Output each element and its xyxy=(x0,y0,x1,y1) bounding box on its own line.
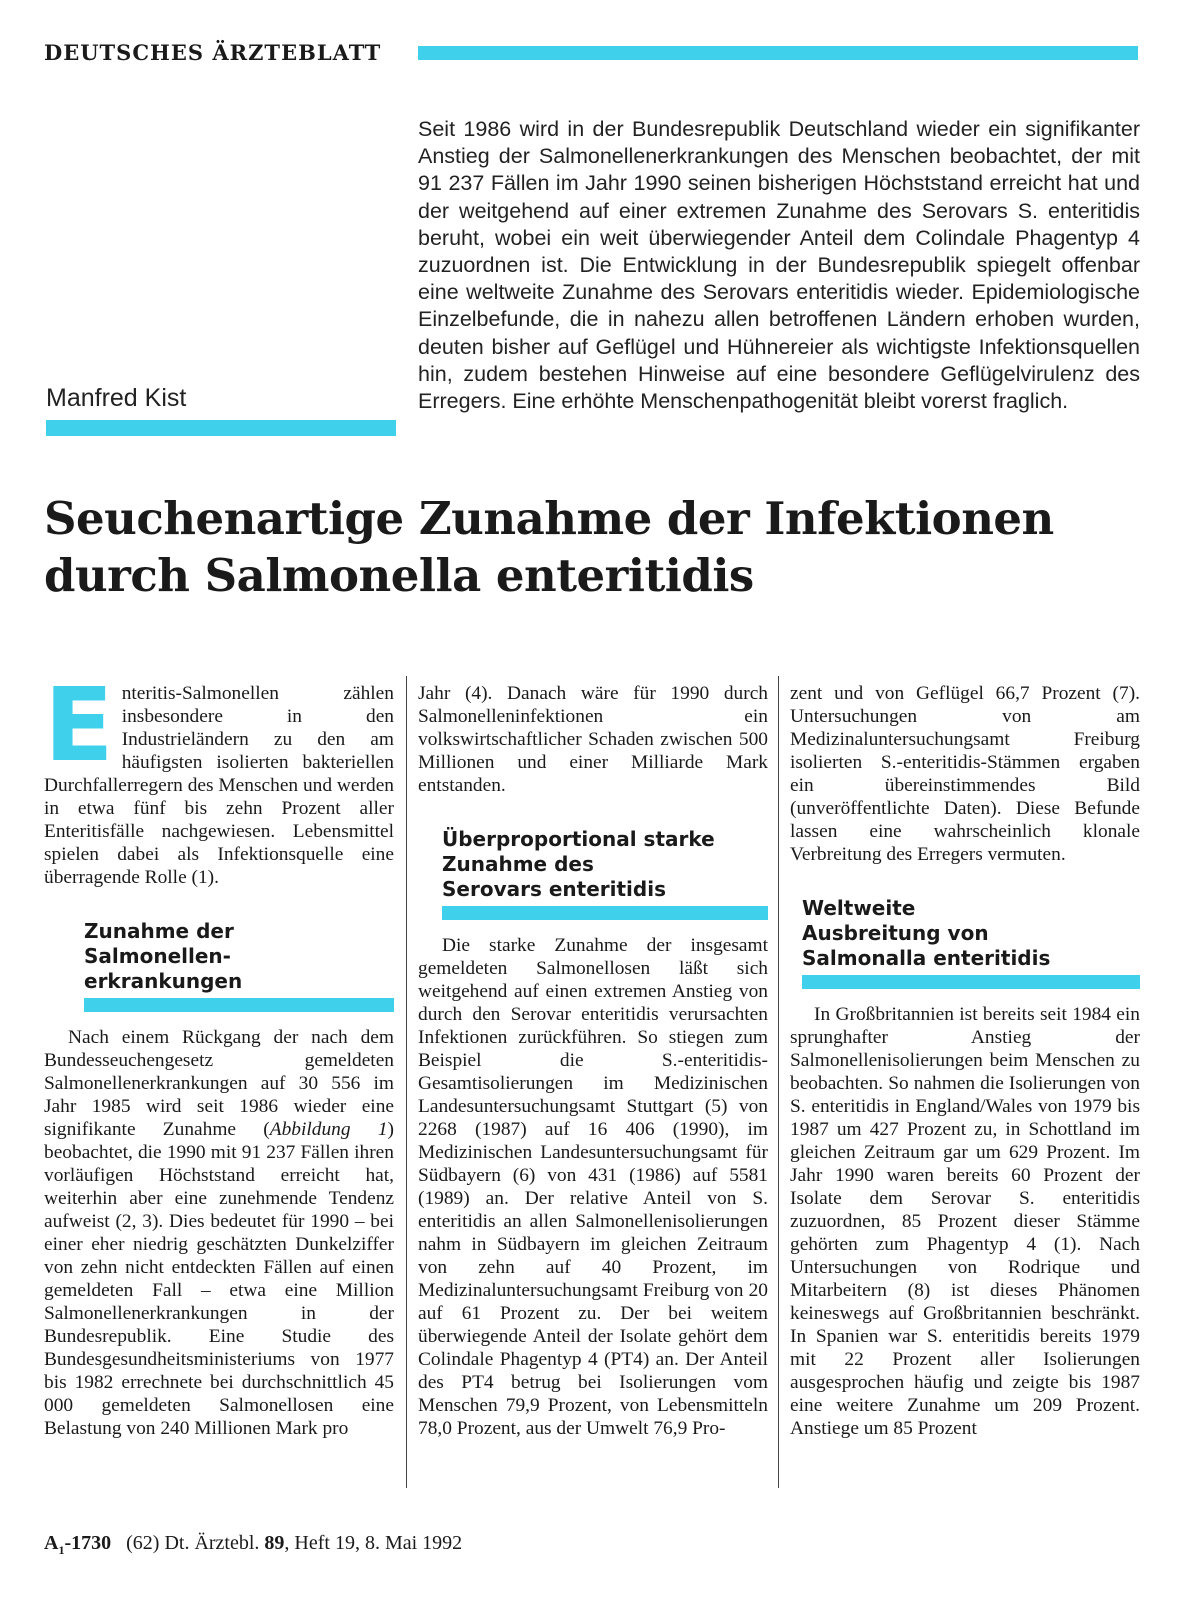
column-separator-1 xyxy=(406,676,407,1488)
journal-masthead: DEUTSCHES ÄRZTEBLATT xyxy=(44,40,382,65)
volume-number: 89 xyxy=(264,1532,285,1554)
section-heading: Überproportional starke Zunahme des Serovars enteritidis xyxy=(442,827,768,920)
title-line-2: durch Salmonella enteritidis xyxy=(44,549,754,602)
author-name: Manfred Kist xyxy=(46,384,187,412)
intro-paragraph: nteritis-Salmonellen zählen insbesondere in den Industrieländern zu den am häufigsten isolierten bakteriellen Durchfallerregern des Menschen und werden in etwa fünf bis zehn Prozent aller Enteritisfälle nachgewiesen. Lebensmittel spielen dabei als Infektionsquelle eine überragende Rolle (1). xyxy=(44,683,394,888)
heading-accent-bar xyxy=(84,998,394,1012)
citation-prefix: (62) Dt. Ärztebl. xyxy=(126,1532,260,1554)
column-separator-2 xyxy=(778,676,779,1488)
citation-suffix: , Heft 19, 8. Mai 1992 xyxy=(284,1532,463,1554)
section-heading: Zunahme der Salmonellen- erkrankungen xyxy=(84,919,394,1012)
author-accent-bar xyxy=(46,420,396,436)
text-column-3 xyxy=(790,682,1140,1440)
page-footer xyxy=(44,1532,462,1558)
body-paragraph: In Großbritannien ist bereits seit 1984 ein sprunghafter Anstieg der Salmonellenisolierungen beim Menschen zu beobachten. So nahmen die Isolierungen von S. enteritidis in England/Wales von 1979 bis 1987 um 427 Prozent zu, in Schottland im gleichen Zeitraum gar um 629 Prozent. Im Jahr 1990 waren bereits 60 Prozent der Isolate dem Serovar S. enteritidis zuzuordnen, 85 Prozent dieser Stämme gehörten zum Phagentyp 4 (1). Nach Untersuchungen von Rodrique und Mitarbeitern (8) ist dieses Phänomen keineswegs auf Großbritannien beschränkt. In Spanien war S. enteritidis bereits 1979 mit 22 Prozent aller Isolierungen ausgesprochen häufig und zeigte bis 1987 eine weitere Zunahme um 209 Prozent. Anstiege um 85 Prozent xyxy=(790,1004,1140,1439)
text-column-1 xyxy=(44,666,394,1440)
page-number: $A_1-1730$ xyxy=(44,1532,112,1557)
body-paragraph: Nach einem Rückgang der nach dem Bundesseuchengesetz gemeldeten Salmonellenerkrankungen auf 30 556 im Jahr 1985 wird seit 1986 wieder eine signifikante Zunahme (Abbildung 1) beobachtet, die 1990 mit 91 237 Fällen ihren vorläufigen Höchststand erreicht hat, weiterhin aber eine zunehmende Tendenz aufweist (2, 3). Dies bedeutet für 1990 – bei einer eher niedrig geschätzten Dunkelziffer von zehn nicht entdeckten Fällen auf einen gemeldeten Fall – etwa eine Million Salmonellenerkrankungen in der Bundesrepublik. Eine Studie des Bundesgesundheitsministeriums von 1977 bis 1982 errechnete bei durchschnittlich 45 000 gemeldeten Salmonellosen eine Belastung von 240 Millionen Mark pro xyxy=(44,1027,394,1439)
title-line-1: Seuchenartige Zunahme der Infektionen xyxy=(44,492,1054,545)
article-abstract: Seit 1986 wird in der Bundesrepublik Deutschland wieder ein signifikanter Anstieg der Salmonellenerkrankungen des Menschen beobachtet, der mit 91 237 Fällen im Jahr 1990 seinen bisherigen Höchststand erreicht hat und der weitgehend auf einer extremen Zunahme des Serovars S. enteritidis beruht, wobei ein weit überwiegender Anteil dem Colindale Phagentyp 4 zuzuordnen ist. Die Entwicklung in der Bundesrepublik spiegelt offenbar eine weltweite Zunahme des Serovars enteritidis wieder. Epidemiologische Einzelbefunde, die in nahezu allen betroffenen Ländern erhoben wurden, deuten bisher auf Geflügel und Hühnereier als wichtigste Infektionsquellen hin, zudem bestehen Hinweise auf eine besondere Geflügelvirulenz des Erregers. Eine erhöhte Menschenpathogenität bleibt vorerst fraglich. xyxy=(418,117,1140,414)
heading-accent-bar xyxy=(802,975,1140,989)
masthead-accent-bar xyxy=(418,46,1138,60)
intro-paragraph: zent und von Geflügel 66,7 Prozent (7). Untersuchungen von am Medizinaluntersuchungsamt Freiburg isolierten S.-enteritidis-Stämmen ergaben ein übereinstimmendes Bild (unveröffentlichte Daten). Diese Befunde lassen eine wahrscheinlich klonale Verbreitung des Erregers vermuten. xyxy=(790,683,1140,865)
article-title xyxy=(44,490,1154,604)
section-heading: Weltweite Ausbreitung von Salmonalla enteritidis xyxy=(802,896,1140,989)
heading-accent-bar xyxy=(442,906,768,920)
body-paragraph: Die starke Zunahme der insgesamt gemeldeten Salmonellosen läßt sich weitgehend auf einen extremen Anstieg von durch den Serovar enteritidis verursachten Infektionen zurückführen. So stiegen zum Beispiel die S.-enteritidis-Gesamtisolierungen im Medizinischen Landesuntersuchungsamt Stuttgart (5) von 2268 (1987) auf 16 406 (1990), im Medizinischen Landesuntersuchungsamt für Südbayern (6) von 431 (1986) auf 5581 (1989) an. Der relative Anteil von S. enteritidis an allen Salmonellenisolierungen nahm in Südbayern im gleichen Zeitraum von zehn auf 40 Prozent, im Medizinaluntersuchungsamt Freiburg von 20 auf 61 Prozent zu. Der bei weitem überwiegende Anteil der Isolate gehört dem Colindale Phagentyp 4 (PT4) an. Der Anteil des PT4 betrug bei Isolierungen vom Menschen 79,9 Prozent, von Lebensmitteln 78,0 Prozent, aus der Umwelt 76,9 Pro- xyxy=(418,935,768,1439)
intro-paragraph: Jahr (4). Danach wäre für 1990 durch Salmonelleninfektionen ein volkswirtschaftlicher Schaden zwischen 500 Millionen und einer Milliarde Mark entstanden. xyxy=(418,683,768,796)
text-column-2 xyxy=(418,682,768,1440)
drop-cap: E xyxy=(44,666,114,785)
